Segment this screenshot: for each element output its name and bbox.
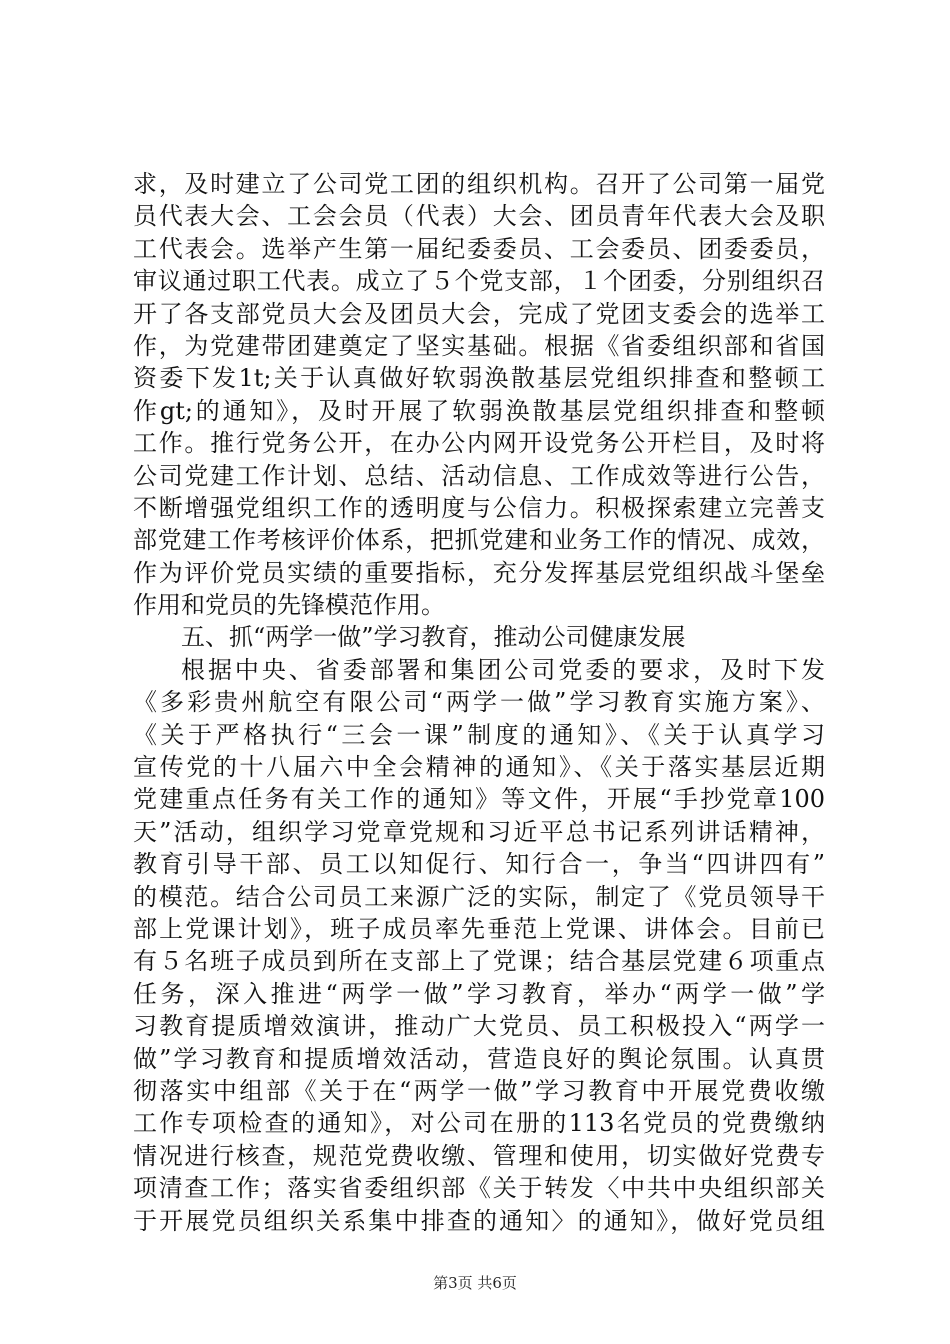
text-line: 公司党建工作计划、总结、活动信息、工作成效等进行公告， bbox=[133, 461, 825, 490]
text-line: 审议通过职工代表。成立了５个党支部，１个团委，分别组织召 bbox=[133, 267, 825, 296]
text-line: 工代表会。选举产生第一届纪委委员、工会委员、团委委员， bbox=[133, 234, 825, 263]
text-line: 作gt;的通知》，及时开展了软弱涣散基层党组织排查和整顿 bbox=[133, 396, 825, 425]
text-line: 员代表大会、工会会员（代表）大会、团员青年代表大会及职 bbox=[133, 202, 825, 231]
text-line: 任务，深入推进“两学一做”学习教育，举办“两学一做”学 bbox=[133, 979, 825, 1008]
text-line: 开了各支部党员大会及团员大会，完成了党团支委会的选举工 bbox=[133, 299, 825, 328]
text-line: 彻落实中组部《关于在“两学一做”学习教育中开展党费收缴 bbox=[133, 1076, 825, 1105]
text-line: 作用和党员的先锋模范作用。 bbox=[133, 591, 445, 620]
document-body bbox=[133, 168, 825, 1237]
text-line: 作为评价党员实绩的重要指标，充分发挥基层党组织战斗堡垒 bbox=[133, 558, 825, 587]
text-line: 求，及时建立了公司党工团的组织机构。召开了公司第一届党 bbox=[133, 170, 825, 198]
text-line: 做”学习教育和提质增效活动，营造良好的舆论氛围。认真贯 bbox=[133, 1044, 825, 1073]
text-line: 不断增强党组织工作的透明度与公信力。积极探索建立完善支 bbox=[133, 493, 825, 522]
text-line: 工作专项检查的通知》，对公司在册的113名党员的党费缴纳 bbox=[133, 1109, 825, 1138]
text-line: 有５名班子成员到所在支部上了党课；结合基层党建６项重点 bbox=[133, 947, 825, 976]
text-line: 工作。推行党务公开，在办公内网开设党务公开栏目，及时将 bbox=[133, 429, 825, 458]
text-line: 部党建工作考核评价体系，把抓党建和业务工作的情况、成效， bbox=[133, 526, 825, 555]
text-line: 党建重点任务有关工作的通知》等文件，开展“手抄党章100 bbox=[133, 785, 825, 814]
text-line: 部上党课计划》，班子成员率先垂范上党课、讲体会。目前已 bbox=[133, 914, 825, 943]
text-line: 《关于严格执行“三会一课”制度的通知》、《关于认真学习 bbox=[133, 720, 825, 749]
text-line: 根据中央、省委部署和集团公司党委的要求，及时下发 bbox=[181, 655, 825, 684]
text-line: 的模范。结合公司员工来源广泛的实际，制定了《党员领导干 bbox=[133, 882, 825, 911]
text-line: 于开展党员组织关系集中排查的通知〉的通知》，做好党员组 bbox=[133, 1206, 825, 1235]
text-line: 习教育提质增效演讲，推动广大党员、员工积极投入“两学一 bbox=[133, 1012, 825, 1041]
text-line: 作，为党建带团建奠定了坚实基础。根据《省委组织部和省国 bbox=[133, 331, 825, 360]
text-line: 资委下发1t;关于认真做好软弱涣散基层党组织排查和整顿工 bbox=[133, 364, 825, 393]
text-line: 《多彩贵州航空有限公司“两学一做”学习教育实施方案》、 bbox=[133, 688, 825, 717]
page-number-footer: 第3页 共6页 bbox=[433, 1274, 517, 1292]
text-line: 宣传党的十八届六中全会精神的通知》、《关于落实基层近期 bbox=[133, 753, 825, 782]
text-line: 天”活动，组织学习党章党规和习近平总书记系列讲话精神， bbox=[133, 817, 825, 846]
section-heading: 五、抓“两学一做”学习教育，推动公司健康发展 bbox=[181, 623, 686, 652]
text-line: 情况进行核查，规范党费收缴、管理和使用，切实做好党费专 bbox=[133, 1141, 825, 1170]
text-line: 教育引导干部、员工以知促行、知行合一，争当“四讲四有” bbox=[133, 850, 825, 879]
text-line: 项清查工作；落实省委组织部《关于转发〈中共中央组织部关 bbox=[133, 1174, 825, 1203]
